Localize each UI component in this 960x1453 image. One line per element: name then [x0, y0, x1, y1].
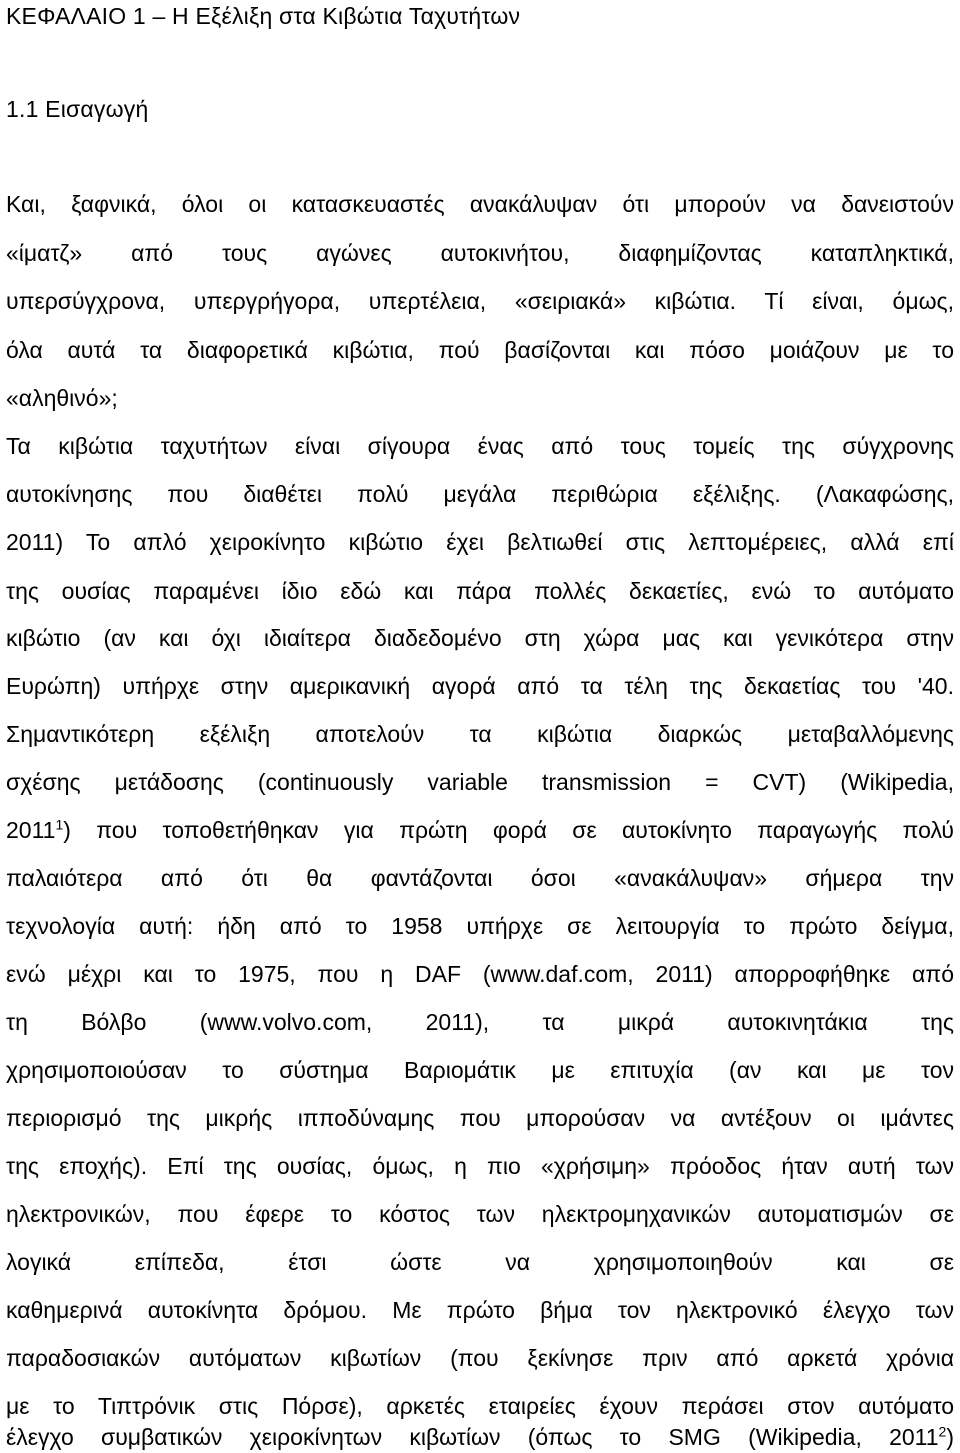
paragraph-line: με το Τιπτρόνικ στις Πόρσε), αρκετές εταιρείες έχουν περάσει στον αυτόματο	[6, 1393, 954, 1419]
paragraph-line: υπερσύγχρονα, υπεργρήγορα, υπερτέλεια, «σειριακά» κιβώτια. Τί είναι, όμως,	[6, 288, 954, 314]
line-text: έλεγχο συμβατικών χειροκίνητων κιβωτίων (όπως το SMG (Wikipedia, 2011	[6, 1424, 939, 1450]
paragraph-line: παραδοσιακών αυτόματων κιβωτίων (που ξεκίνησε πριν από αρκετά χρόνια	[6, 1345, 954, 1371]
paragraph-line: σχέσης μετάδοσης (continuously variable transmission = CVT) (Wikipedia,	[6, 769, 954, 795]
closing-paren: )	[946, 1424, 954, 1450]
paragraph-line: χρησιμοποιούσαν το σύστημα Βαριομάτικ με επιτυχία (αν και με τον	[6, 1057, 954, 1083]
paragraph-line: καθημερινά αυτοκίνητα δρόμου. Με πρώτο βήμα τον ηλεκτρονικό έλεγχο των	[6, 1297, 954, 1323]
paragraph-line: Τα κιβώτια ταχυτήτων είναι σίγουρα ένας από τους τομείς της σύγχρονης	[6, 433, 954, 459]
paragraph-line: Σημαντικότερη εξέλιξη αποτελούν τα κιβώτια διαρκώς μεταβαλλόμενης	[6, 721, 954, 747]
paragraph-line: τη Βόλβο (www.volvo.com, 2011), τα μικρά αυτοκινητάκια της	[6, 1009, 954, 1035]
paragraph-line: τεχνολογία αυτή: ήδη από το 1958 υπήρχε σε λειτουργία το πρώτο δείγμα,	[6, 913, 954, 939]
citation-year: 2011	[6, 817, 56, 843]
footnote-ref: 2	[938, 1423, 947, 1440]
paragraph-line: 2011) Το απλό χειροκίνητο κιβώτιο έχει βελτιωθεί στις λεπτομέρειες, αλλά επί	[6, 529, 954, 555]
paragraph-line: Ευρώπη) υπήρχε στην αμερικανική αγορά από τα τέλη της δεκαετίας του '40.	[6, 673, 954, 699]
paragraph-line	[6, 1423, 954, 1451]
paragraph-line: της ουσίας παραμένει ίδιο εδώ και πάρα πολλές δεκαετίες, ενώ το αυτόματο	[6, 578, 954, 604]
paragraph-line: κιβώτιο (αν και όχι ιδιαίτερα διαδεδομένο στη χώρα μας και γενικότερα στην	[6, 625, 954, 651]
paragraph-line: ενώ μέχρι και το 1975, που η DAF (www.daf.com, 2011) απορροφήθηκε από	[6, 961, 954, 987]
paragraph-line: ηλεκτρονικών, που έφερε το κόστος των ηλεκτρομηχανικών αυτοματισμών σε	[6, 1201, 954, 1227]
footnote-ref: 1	[55, 816, 64, 833]
paragraph-line: όλα αυτά τα διαφορετικά κιβώτια, πού βασίζονται και πόσο μοιάζουν με το	[6, 337, 954, 363]
paragraph-line	[6, 816, 954, 844]
paragraph-line: αυτοκίνησης που διαθέτει πολύ μεγάλα περιθώρια εξέλιξης. (Λακαφώσης,	[6, 481, 954, 507]
chapter-title: ΚΕΦΑΛΑΙΟ 1 – Η Εξέλιξη στα Κιβώτια Ταχυτήτων	[6, 3, 521, 29]
paragraph-line: της εποχής). Επί της ουσίας, όμως, η πιο «χρήσιμη» πρόοδος ήταν αυτή των	[6, 1153, 954, 1179]
line-text: ) που τοποθετήθηκαν για πρώτη φορά σε αυτοκίνητο παραγωγής πολύ	[63, 817, 954, 843]
paragraph-line: περιορισμό της μικρής ιπποδύναμης που μπορούσαν να αντέξουν οι ιμάντες	[6, 1105, 954, 1131]
paragraph-line: «ίματζ» από τους αγώνες αυτοκινήτου, διαφημίζοντας καταπληκτικά,	[6, 240, 954, 266]
paragraph-line: λογικά επίπεδα, έτσι ώστε να χρησιμοποιηθούν και σε	[6, 1249, 954, 1275]
paragraph-line: «αληθινό»;	[6, 385, 118, 411]
paragraph-line: παλαιότερα από ότι θα φαντάζονται όσοι «ανακάλυψαν» σήμερα την	[6, 865, 954, 891]
paragraph-line: Και, ξαφνικά, όλοι οι κατασκευαστές ανακάλυψαν ότι μπορούν να δανειστούν	[6, 191, 954, 217]
section-title: 1.1 Εισαγωγή	[6, 96, 149, 122]
